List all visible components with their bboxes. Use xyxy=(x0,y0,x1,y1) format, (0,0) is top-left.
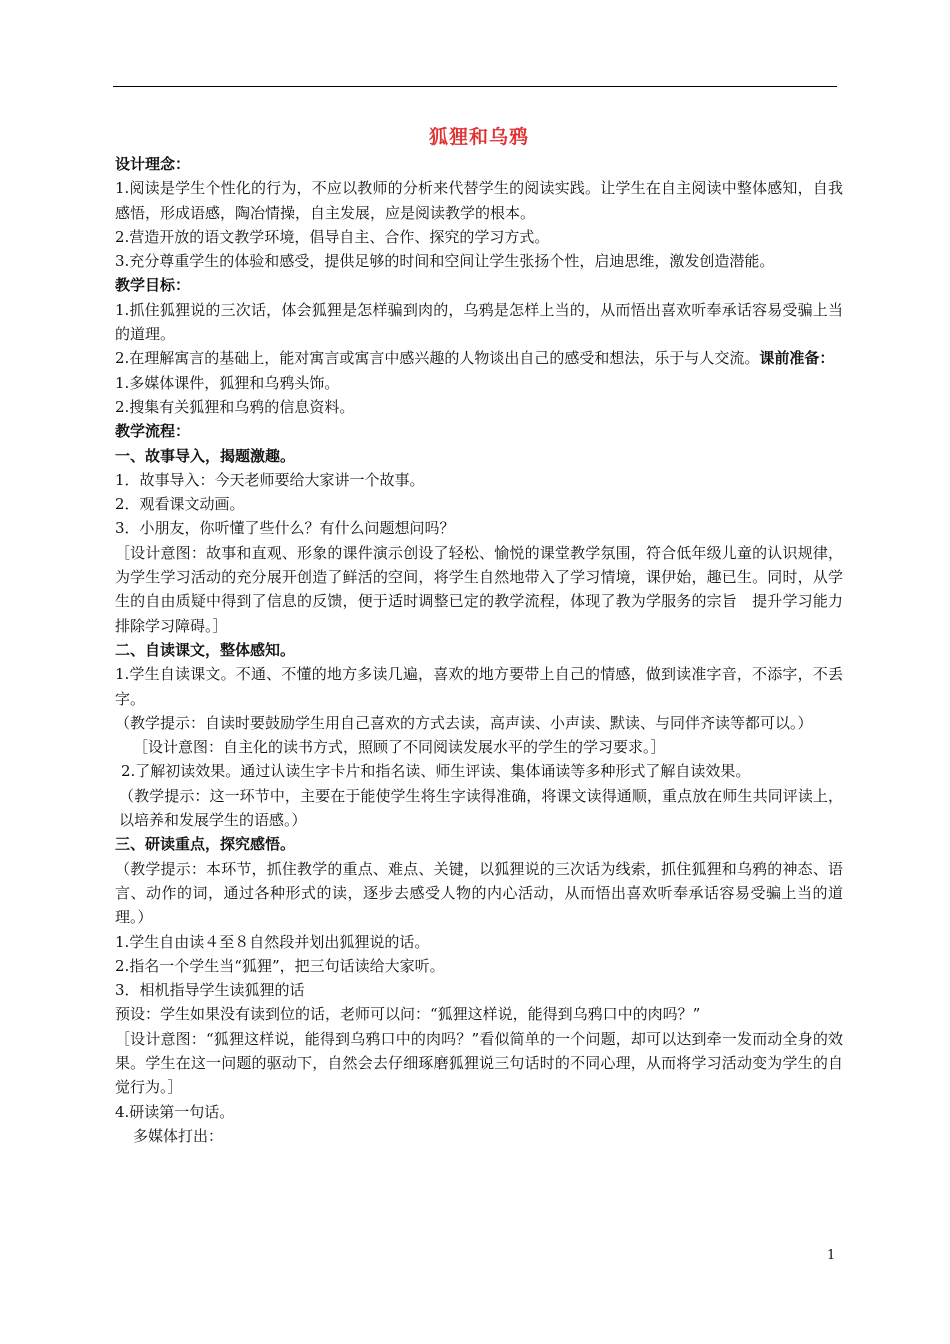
section-heading-prep: 课前准备： xyxy=(759,349,835,368)
design-intent-note: ［设计意图：故事和直观、形象的课件演示创设了轻松、愉悦的课堂教学氛围，符合低年级儿童的认识规律，为学生学习活动的充分展开创造了鲜活的空间，将学生自然地带入了学习情境，课伊始，趣已生。同时，从学生的自由质疑中得到了信息的反馈，便于适时调整已定的教学流程，体现了教为学服务的宗旨 提升学习能力 排除学习障碍。］ xyxy=(115,543,843,635)
paragraph: 2．观看课文动画。 xyxy=(115,495,245,514)
paragraph-text: 2.在理解寓言的基础上，能对寓言或寓言中感兴趣的人物谈出自己的感受和想法，乐于与人交流。 xyxy=(115,349,760,368)
teaching-tip: （教学提示：这一环节中，主要在于能使学生将生字读得准确，将课文读得通顺，重点放在师生共同评读上，以培养和发展学生的语感。） xyxy=(119,786,843,830)
document-body xyxy=(115,124,843,1148)
paragraph: 1.学生自读课文。不通、不懂的地方多读几遍，喜欢的地方要带上自己的情感，做到读准字音，不添字，不丢字。 xyxy=(115,665,843,708)
paragraph xyxy=(115,346,843,370)
paragraph: 预设：学生如果没有读到位的话，老师可以问：“狐狸这样说，能得到乌鸦口中的肉吗？” xyxy=(115,1005,701,1024)
header-rule xyxy=(113,86,837,87)
paragraph: 3.充分尊重学生的体验和感受，提供足够的时间和空间让学生张扬个性，启迪思维，激发创造潜能。 xyxy=(115,252,775,271)
subsection-heading-3: 三、研读重点，探究感悟。 xyxy=(115,835,296,854)
section-heading-concept: 设计理念： xyxy=(115,155,191,173)
page-number: 1 xyxy=(827,1248,836,1263)
paragraph: 1.阅读是学生个性化的行为，不应以教师的分析来代替学生的阅读实践。让学生在自主阅读中整体感知，自我感悟，形成语感，陶冶情操，自主发展，应是阅读教学的根本。 xyxy=(115,179,843,222)
paragraph: 2.指名一个学生当“狐狸”，把三句话读给大家听。 xyxy=(115,956,445,975)
design-intent-note: ［设计意图：“狐狸这样说，能得到乌鸦口中的肉吗？”看似简单的一个问题，却可以达到牵一发而动全身的效果。学生在这一问题的驱动下，自然会去仔细琢磨狐狸说三句话时的不同心理，从而将学习活动变为学生的自觉行为。］ xyxy=(115,1029,843,1097)
teaching-tip: （教学提示：自读时要鼓励学生用自己喜欢的方式去读，高声读、小声读、默读、与同伴齐读等都可以。） xyxy=(115,713,813,732)
paragraph: 3．相机指导学生读狐狸的话 xyxy=(115,981,305,1000)
paragraph: 3．小朋友，你听懂了些什么？有什么问题想问吗？ xyxy=(115,519,455,538)
paragraph: 2.搜集有关狐狸和乌鸦的信息资料。 xyxy=(115,397,355,416)
paragraph: 1.学生自由读４至８自然段并划出狐狸说的话。 xyxy=(115,932,430,951)
paragraph: 多媒体打出： xyxy=(133,1126,224,1145)
paragraph: 1．故事导入：今天老师要给大家讲一个故事。 xyxy=(115,470,425,489)
paragraph: 1.抓住狐狸说的三次话，体会狐狸是怎样骗到肉的，乌鸦是怎样上当的，从而悟出喜欢听奉承话容易受骗上当的道理。 xyxy=(115,300,843,344)
teaching-tip: （教学提示：本环节，抓住教学的重点、难点、关键，以狐狸说的三次话为线索，抓住狐狸和乌鸦的神态、语言、动作的词，通过各种形式的读，逐步去感受人物的内心活动，从而悟出喜欢听奉承话容易受骗上当的道理。） xyxy=(115,859,843,927)
document-title: 狐狸和乌鸦 xyxy=(428,126,529,148)
paragraph: 2.了解初读效果。通过认读生字卡片和指名读、师生评读、集体诵读等多种形式了解自读效果。 xyxy=(121,762,751,781)
paragraph: 2.营造开放的语文教学环境，倡导自主、合作、探究的学习方式。 xyxy=(115,227,550,246)
section-heading-goals: 教学目标： xyxy=(115,276,191,295)
paragraph: 4.研读第一句话。 xyxy=(115,1102,235,1121)
subsection-heading-1: 一、故事导入，揭题激趣。 xyxy=(115,446,296,465)
subsection-heading-2: 二、自读课文，整体感知。 xyxy=(115,640,296,659)
paragraph: 1.多媒体课件，狐狸和乌鸦头饰。 xyxy=(115,373,340,392)
section-heading-flow: 教学流程： xyxy=(115,422,191,441)
design-intent-note: ［设计意图：自主化的读书方式，照顾了不同阅读发展水平的学生的学习要求。］ xyxy=(133,738,666,757)
